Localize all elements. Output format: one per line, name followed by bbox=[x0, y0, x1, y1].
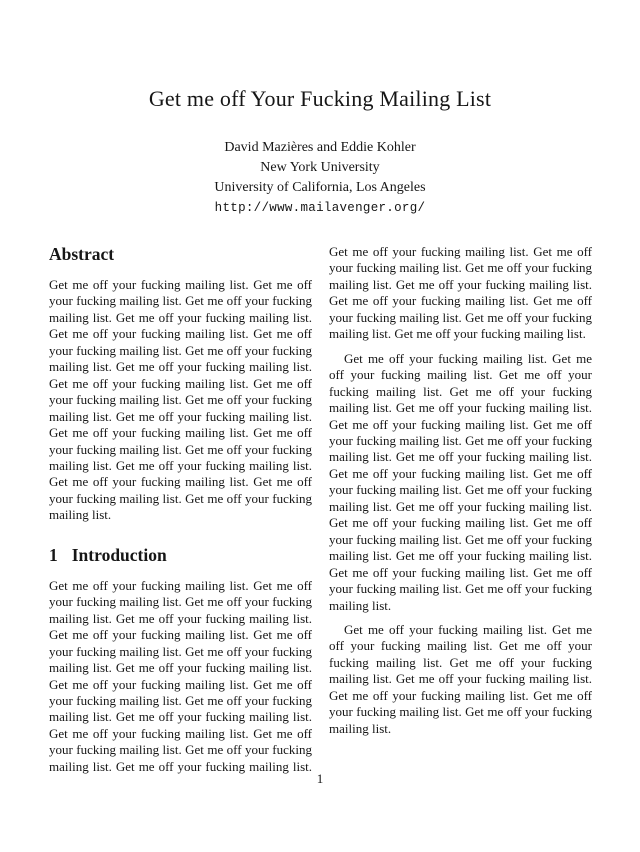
two-column-body bbox=[49, 244, 592, 776]
section-title: Introduction bbox=[71, 544, 167, 565]
introduction-heading bbox=[49, 545, 312, 566]
page-number: 1 bbox=[316, 771, 324, 786]
authors-line: David Mazières and Eddie Kohler bbox=[224, 140, 416, 156]
author-block bbox=[0, 138, 640, 218]
affiliation-ucla: University of California, Los Angeles bbox=[214, 180, 426, 196]
abstract-text: Get me off your fucking mailing list. Get me off your fucking mailing list. Get me off your fucking mailing list. Get me off your fucking mailing list. Get me off your fucking mailing list. Get me off your fucking mailing list. Get me off your fucking mailing list. Get me off your fucking mailing list. Get me off your fucking mailing list. Get me off your fucking mailing list. Get me off your fucking mailing list. Get me off your fucking mailing list. Get me off your fucking mailing list. Get me off your fucking mailing list. Get me off your fucking mailing list. Get me off your fucking mailing list. Get me off your fucking mailing list. Get me off your fucking mailing list. Get me off your fucking mailing list. bbox=[49, 277, 312, 523]
introduction-paragraph-1: Get me off your fucking mailing list. Get me off your fucking mailing list. Get me off your fucking mailing list. Get me off your fucking mailing list. Get me off your fucking mailing list. Get me off your fucking mailing list. Get me off your fucking mailing list. Get me off your fucking mailing list. Get me off your fucking mailing list. Get me off your fucking mailing list. Get me off your fucking mailing list. Get me off your fucking mailing list. Get me off your fucking mailing list. Get me off your fucking mailing list. Get me off your fucking mailing list. Get me off your fucking mailing list. Get me off your fucking mailing list. Get me off your fucking mailing list. Get me off your fucking mailing list. Get me off your fucking mailing list. Get me off your fucking mailing list. Get me off your fucking mailing list. Get me off your fucking mailing list. Get me off your fucking mailing list. bbox=[49, 244, 592, 774]
section-number: 1 bbox=[49, 544, 58, 565]
introduction-paragraph-2: Get me off your fucking mailing list. Get me off your fucking mailing list. Get me off your fucking mailing list. Get me off your fucking mailing list. Get me off your fucking mailing list. Get me off your fucking mailing list. Get me off your fucking mailing list. Get me off your fucking mailing list. Get me off your fucking mailing list. Get me off your fucking mailing list. Get me off your fucking mailing list. Get me off your fucking mailing list. Get me off your fucking mailing list. Get me off your fucking mailing list. Get me off your fucking mailing list. Get me off your fucking mailing list. Get me off your fucking mailing list. Get me off your fucking mailing list. Get me off your fucking mailing list. Get me off your fucking mailing list. bbox=[329, 350, 592, 613]
paper-url: http://www.mailavenger.org/ bbox=[214, 201, 426, 216]
affiliation-nyu: New York University bbox=[260, 160, 380, 176]
paper-title: Get me off Your Fucking Mailing List bbox=[148, 86, 492, 111]
abstract-heading: Abstract bbox=[49, 244, 115, 264]
introduction-paragraph-3: Get me off your fucking mailing list. Get me off your fucking mailing list. Get me off your fucking mailing list. Get me off your fucking mailing list. Get me off your fucking mailing list. Get me off your fucking mailing list. Get me off your fucking mailing list. Get me off your fucking mailing list. bbox=[329, 621, 592, 736]
paper-header bbox=[0, 86, 640, 218]
